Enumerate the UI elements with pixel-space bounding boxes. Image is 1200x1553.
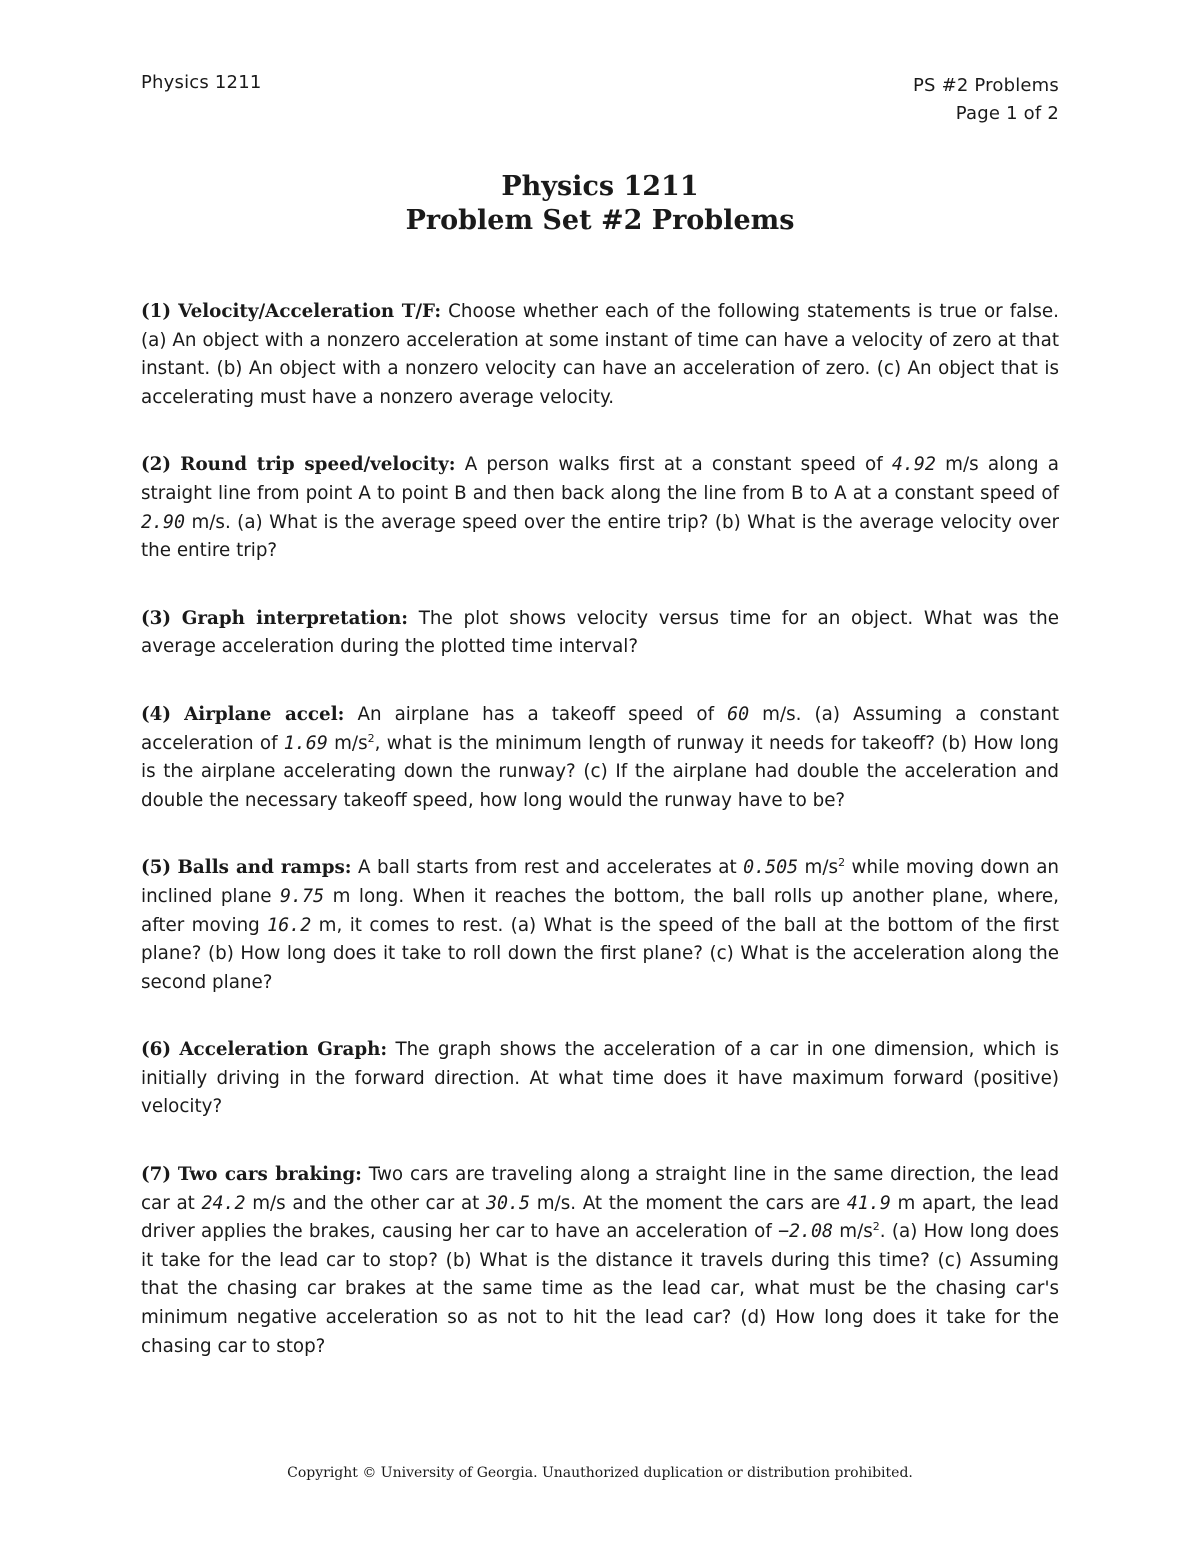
problem-value: 60 (727, 703, 750, 725)
problem-value: 1.69 (283, 732, 328, 754)
problem-number: (2) (141, 454, 172, 476)
problem-text: Choose whether each of the following statements is true or false. (a) An object with a nonzero acceleration at some instant of time can have a velocity of zero at that instant. (b) An object with a nonzero velocity can have an acceleration of zero. (c) An object that is accelerating must have a nonzero average velocity. (141, 301, 1059, 408)
exponent: 2 (838, 856, 846, 870)
problem-7 (141, 1161, 1059, 1361)
problem-text: The graph shows the acceleration of a car in one dimension, which is initially driving in the forward direction. At what time does it have maximum forward (positive) velocity? (141, 1039, 1060, 1118)
problem-title: Velocity/Acceleration T/F: (178, 301, 442, 322)
header-right (913, 72, 1059, 128)
problem-value: 41.9 (846, 1192, 891, 1214)
problem-text: m/s. At the moment the cars are (530, 1192, 847, 1214)
problem-text: m/s (833, 1221, 873, 1243)
problem-3 (141, 605, 1059, 662)
problem-list (141, 298, 1059, 1400)
problem-text: Two cars are traveling along a straight line in the same direction, the lead car at (141, 1164, 1059, 1214)
problem-value: 4.92 (891, 454, 936, 476)
problem-title: Acceleration Graph: (179, 1039, 388, 1061)
problem-text: An airplane has a takeoff speed of (344, 703, 728, 725)
problem-text: m/s (327, 732, 368, 754)
problem-text: m/s and the other car at (245, 1192, 487, 1214)
problem-title: Two cars braking: (177, 1164, 362, 1186)
problem-text: m, it comes to rest. (a) What is the speed of the ball at the bottom of the first plane? (b) How long does it take to roll down the first plane? (c) What is the acceleration along the second plane? (141, 914, 1059, 993)
title-line-2: Problem Set #2 Problems (405, 205, 795, 236)
problem-text: m long. When it reaches the bottom, the ball rolls up another plane, where, after moving (141, 885, 1059, 936)
problem-text: . (a) How long does it take for the lead car to stop? (b) What is the distance it travels during this time? (c) Assuming that the chasing car brakes at the same time as the lead car, what must be the chasing car's minimum negative acceleration so as not to hit the lead car? (d) How long does it take for the chasing car to stop? (141, 1221, 1059, 1357)
header-page-number: Page 1 of 2 (955, 103, 1059, 124)
problem-number: (6) (141, 1039, 172, 1061)
problem-number: (3) (141, 607, 172, 629)
exponent: 2 (367, 731, 375, 745)
problem-text: A person walks first at a constant speed of (455, 454, 892, 476)
problem-6 (141, 1036, 1059, 1122)
problem-text: m/s (798, 857, 839, 879)
problem-text: , what is the minimum length of runway it needs for takeoff? (b) How long is the airplane accelerating down the runway? (c) If the airplane had double the acceleration and double the necessary takeoff speed, how long would the runway have to be? (141, 732, 1059, 811)
problem-number: (5) (141, 857, 172, 879)
problem-text: while moving down an inclined plane (141, 857, 1060, 907)
header-set: PS #2 Problems (912, 75, 1059, 96)
problem-value: 9.75 (280, 885, 325, 907)
problem-4 (141, 701, 1059, 815)
problem-title: Balls and ramps: (177, 857, 352, 879)
problem-value: 2.90 (141, 511, 186, 533)
problem-number: (1) (141, 301, 172, 322)
problem-text: A ball starts from rest and accelerates at (351, 857, 744, 879)
problem-value: 30.5 (486, 1192, 531, 1214)
problem-text: m/s along a straight line from point A to point B and then back along the line from B to A at a constant speed of (141, 454, 1059, 504)
copyright-footer: Copyright © University of Georgia. Unauthorized duplication or distribution prohibited. (287, 1465, 913, 1481)
problem-number: (4) (141, 703, 172, 725)
problem-2 (141, 451, 1059, 565)
title-line-1: Physics 1211 (501, 171, 699, 202)
problem-value: 0.505 (743, 857, 799, 879)
problem-title: Round trip speed/velocity: (180, 454, 456, 476)
problem-5 (141, 854, 1059, 997)
problem-value: 16.2 (267, 914, 312, 936)
problem-value: 24.2 (201, 1192, 246, 1214)
problem-text: m/s. (a) What is the average speed over the entire trip? (b) What is the average velocity over the entire trip? (141, 511, 1059, 562)
problem-1 (141, 298, 1059, 412)
problem-title: Airplane accel: (184, 703, 345, 725)
problem-text: The plot shows velocity versus time for an object. What was the average acceleration during the plotted time interval? (141, 607, 1060, 658)
problem-number: (7) (141, 1164, 172, 1186)
problem-text: m apart, the lead driver applies the brakes, causing her car to have an acceleration of (141, 1192, 1059, 1243)
problem-title: Graph interpretation: (181, 607, 409, 629)
exponent: 2 (872, 1220, 880, 1234)
document-title (0, 170, 1200, 238)
header-course: Physics 1211 (141, 72, 262, 93)
problem-text: m/s. (a) Assuming a constant acceleration of (141, 703, 1059, 754)
problem-value: −2.08 (778, 1221, 834, 1243)
